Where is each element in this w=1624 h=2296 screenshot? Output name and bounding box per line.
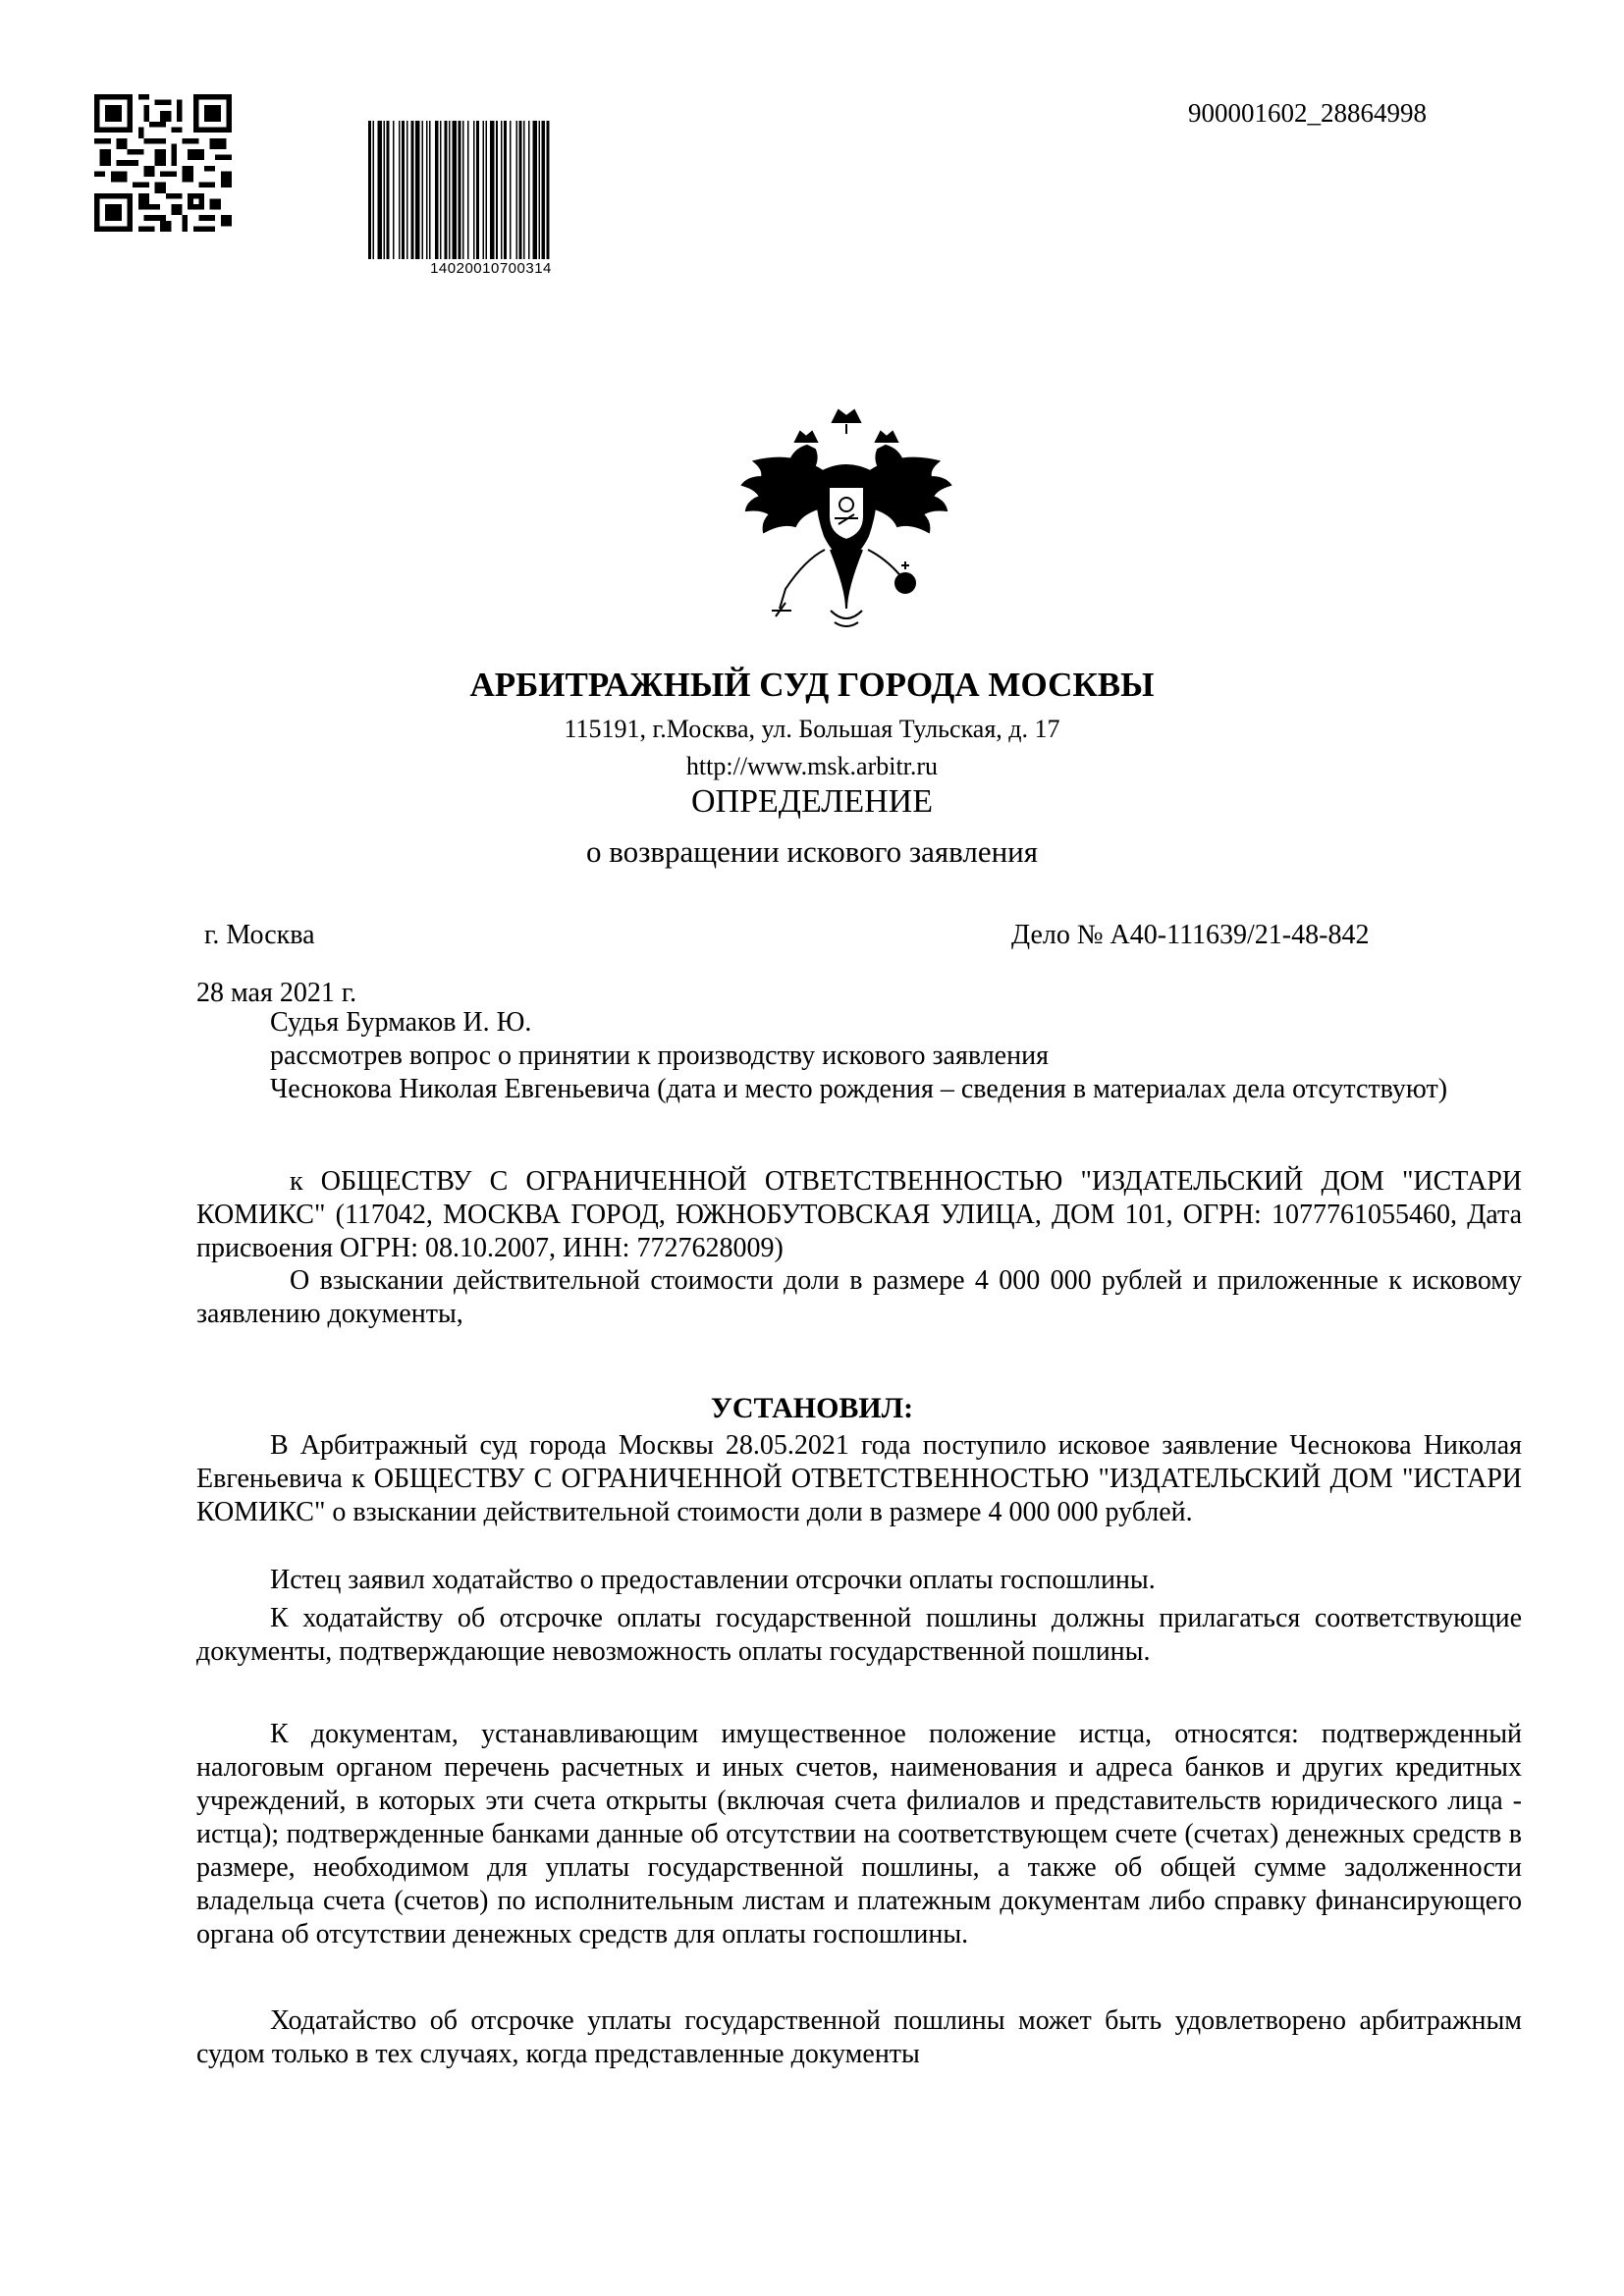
defendant-paragraph: к ОБЩЕСТВУ С ОГРАНИЧЕННОЙ ОТВЕТСТВЕННОСТЬЮ "ИЗДАТЕЛЬСКИЙ ДОМ "ИСТАРИ КОМИКС" (117042, МОСКВА ГОРОД, ЮЖНОБУТОВСКАЯ УЛИЦА, ДОМ 101, ОГРН: 1077761055460, Дата присвоения ОГРН: 08.10.2007, ИНН: 7727628009) [196, 1166, 1522, 1263]
qr-code-icon [94, 94, 232, 232]
russian-coat-of-arms-icon [736, 402, 956, 634]
ruling-paragraph: К ходатайству об отсрочке оплаты государственной пошлины должны прилагаться соответствующие документы, подтверждающие невозможность оплаты государственной пошлины. [196, 1603, 1522, 1667]
barcode-icon [368, 121, 614, 259]
court-name: АРБИТРАЖНЫЙ СУД ГОРОДА МОСКВЫ [469, 666, 1155, 704]
ruling-paragraph: Истец заявил ходатайство о предоставлении отсрочки оплаты госпошлины. [270, 1565, 1156, 1595]
plaintiff-paragraph: Чеснокова Николая Евгеньевича (дата и место рождения – сведения в материалах дела отсутствуют) [270, 1074, 1448, 1104]
court-address: 115191, г.Москва, ул. Большая Тульская, д. 17 [564, 715, 1060, 743]
court-url: http://www.msk.arbitr.ru [685, 752, 939, 780]
case-number: Дело № А40-111639/21-48-842 [1011, 920, 1370, 950]
considering-line: рассмотрев вопрос о принятии к производству искового заявления [270, 1041, 1049, 1071]
ruling-heading: УСТАНОВИЛ: [710, 1392, 914, 1424]
city: г. Москва [204, 920, 315, 950]
subject-paragraph: О взыскании действительной стоимости доли в размере 4 000 000 рублей и приложенные к исковому заявлению документы, [196, 1265, 1522, 1329]
document-id: 900001602_28864998 [1188, 98, 1427, 128]
barcode-number: 14020010700314 [430, 260, 552, 277]
document-date: 28 мая 2021 г. [196, 978, 357, 1008]
ruling-paragraph: Ходатайство об отсрочке уплаты государственной пошлины может быть удовлетворено арбитражным судом только в тех случаях, когда представленные документы [196, 2005, 1522, 2069]
ruling-paragraph: К документам, устанавливающим имущественное положение истца, относятся: подтвержденный налоговым органом перечень расчетных и иных счетов, наименования и адреса банков и других кредитных учреждений, в которых эти счета открыты (включая счета филиалов и представительств юридического лица - истца); подтвержденные банками данные об отсутствии на соответствующем счете (счетах) денежных средств в размере, необходимом для уплаты государственной пошлины, а также об общей сумме задолженности владельца счета (счетов) по исполнительным листам и платежным документам либо справку финансирующего органа об отсутствии денежных средств для оплаты госпошлины. [196, 1719, 1522, 1949]
ruling-paragraph: В Арбитражный суд города Москвы 28.05.2021 года поступило исковое заявление Чеснокова Николая Евгеньевича к ОБЩЕСТВУ С ОГРАНИЧЕННОЙ ОТВЕТСТВЕННОСТЬЮ "ИЗДАТЕЛЬСКИЙ ДОМ "ИСТАРИ КОМИКС" о взыскании действительной стоимости доли в размере 4 000 000 рублей. [196, 1430, 1522, 1527]
document-subtitle: о возвращении искового заявления [585, 834, 1039, 869]
judge-line: Судья Бурмаков И. Ю. [270, 1007, 532, 1038]
document-type: ОПРЕДЕЛЕНИЕ [690, 783, 933, 820]
